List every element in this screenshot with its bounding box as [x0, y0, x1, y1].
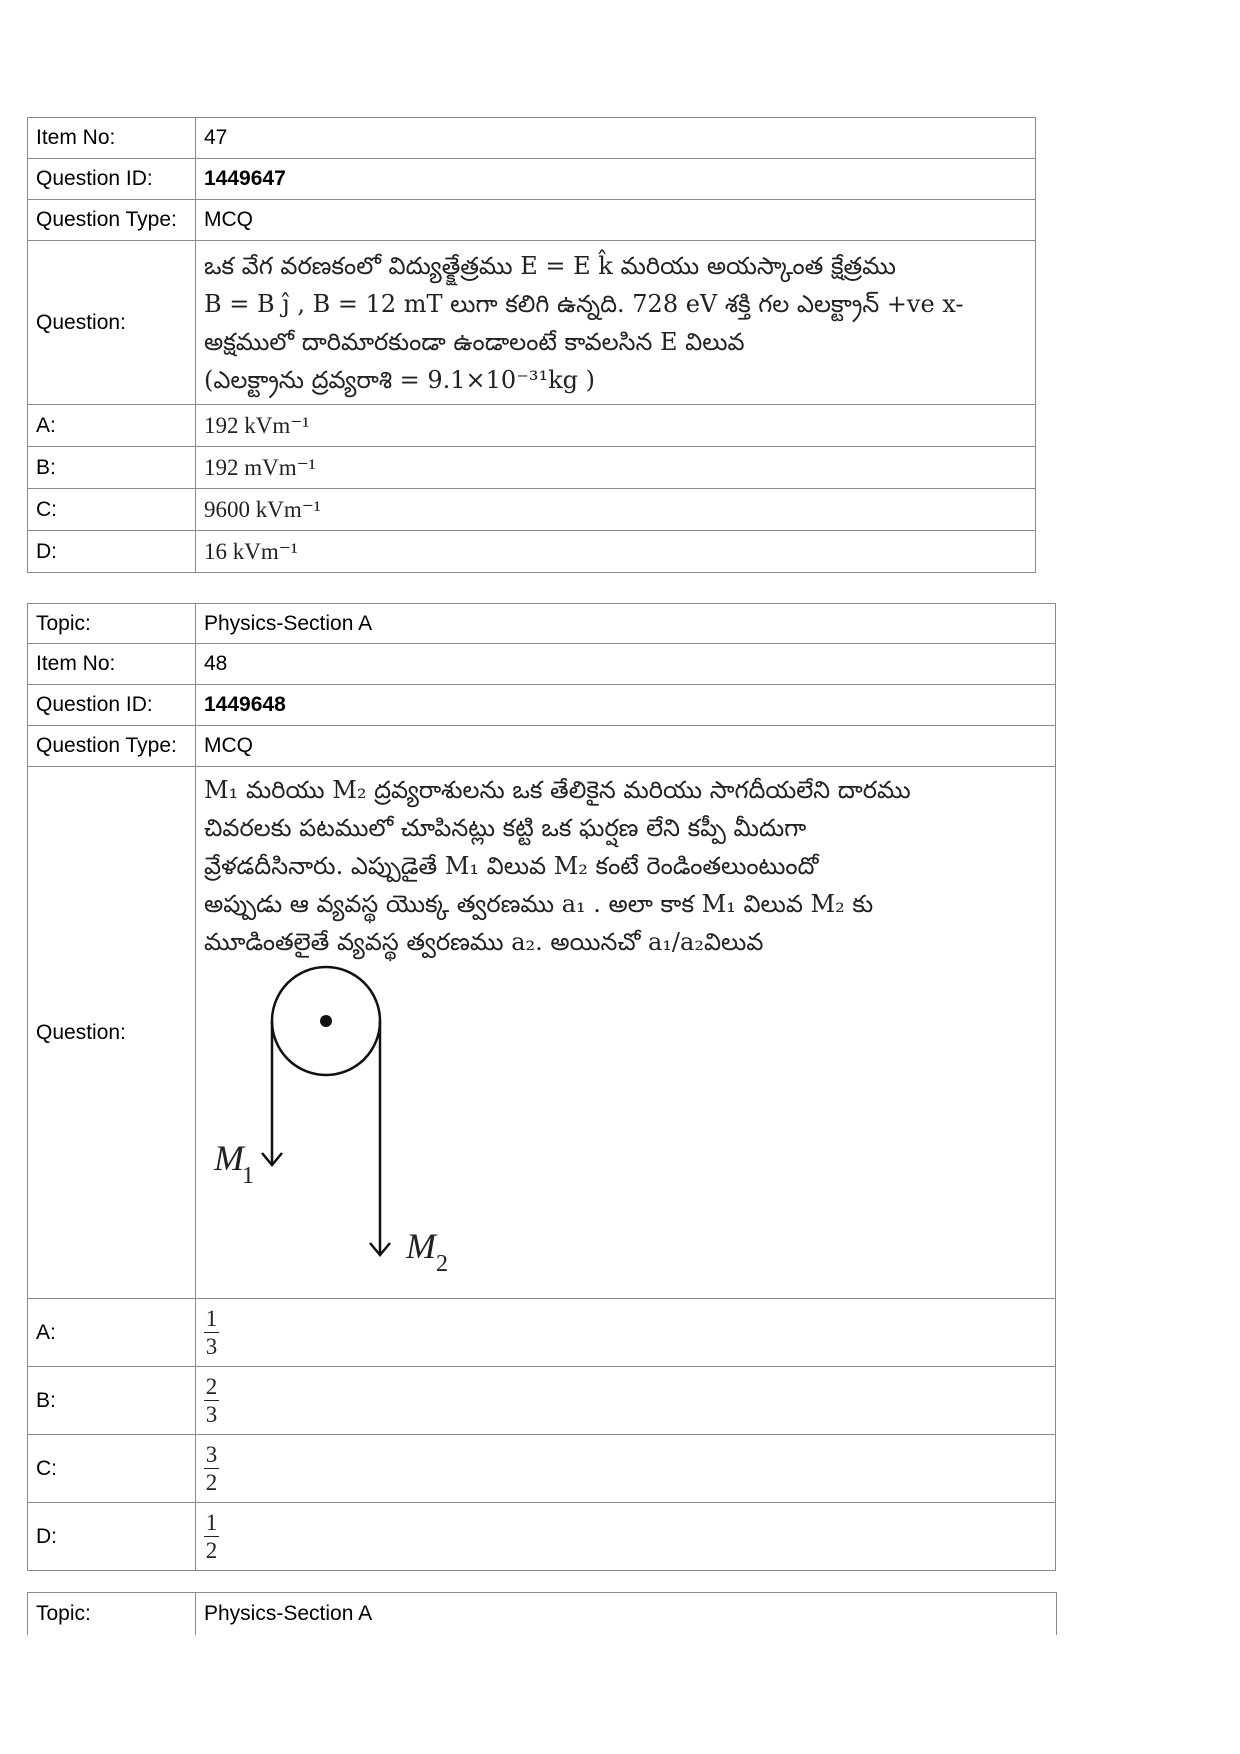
question-line: M₁ మరియు M₂ ద్రవ్యరాశులను ఒక తేలికైన మరియు సాగదీయలేని దారము: [204, 776, 911, 804]
numerator: 2: [205, 1374, 218, 1399]
question-49-table: [27, 1592, 1057, 1635]
fraction-bar: [204, 1468, 219, 1469]
denominator: 2: [205, 1538, 218, 1563]
option-d-label: D:: [28, 1503, 196, 1571]
question-type-label: Question Type:: [28, 200, 196, 241]
option-d-value: 16 kVm⁻¹: [196, 531, 1036, 573]
question-line: చివరలకు పటములో చూపినట్లు కట్టి ఒక ఘర్షణ లేని కప్పీ మీదుగా: [204, 814, 807, 842]
fraction: [204, 1374, 219, 1427]
option-a-value: [196, 1299, 1056, 1367]
question-id-value: 1449647: [196, 159, 1036, 200]
question-line: అప్పుడు ఆ వ్యవస్థ యొక్క త్వరణము a₁ . అలా కాక M₁ విలువ M₂ కు: [204, 890, 874, 918]
topic-value: Physics-Section A: [196, 1593, 1057, 1635]
fraction: [204, 1442, 219, 1495]
question-line: B = B ĵ , B = 12 mT లుగా కలిగి ఉన్నది. 728 eV శక్తి గల ఎలక్ట్రాన్ +ve x-: [204, 289, 964, 318]
question-type-value: MCQ: [196, 200, 1036, 241]
fraction-bar: [204, 1400, 219, 1401]
option-b-label: B:: [28, 447, 196, 489]
question-id-label: Question ID:: [28, 159, 196, 200]
option-d-label: D:: [28, 531, 196, 573]
denominator: 3: [205, 1334, 218, 1359]
fraction: [204, 1306, 219, 1359]
fraction-bar: [204, 1536, 219, 1537]
option-a-value: 192 kVm⁻¹: [196, 405, 1036, 447]
question-label: Question:: [28, 767, 196, 1299]
question-id-value: 1449648: [196, 685, 1056, 726]
denominator: 2: [205, 1470, 218, 1495]
mass-2-subscript: 2: [436, 1251, 448, 1277]
numerator: 3: [205, 1442, 218, 1467]
denominator: 3: [205, 1402, 218, 1427]
option-b-value: 192 mVm⁻¹: [196, 447, 1036, 489]
pulley-axle: [320, 1015, 332, 1027]
question-47-table: [27, 117, 1036, 573]
item-no-label: Item No:: [28, 118, 196, 159]
item-no-label: Item No:: [28, 644, 196, 685]
question-label: Question:: [28, 241, 196, 405]
option-c-value: [196, 1435, 1056, 1503]
question-line: వ్రేళడదీసినారు. ఎప్పుడైతే M₁ విలువ M₂ కంటే రెండింతలుంటుందో: [204, 852, 819, 880]
mass-1-subscript: 1: [242, 1163, 254, 1189]
option-c-label: C:: [28, 489, 196, 531]
question-type-value: MCQ: [196, 726, 1056, 767]
numerator: 1: [205, 1306, 218, 1331]
mass-2-label: M: [406, 1226, 436, 1266]
item-no-value: 47: [196, 118, 1036, 159]
mass-1-label: M: [214, 1138, 244, 1178]
option-a-label: A:: [28, 405, 196, 447]
question-48-table: [27, 603, 1056, 1571]
option-b-value: [196, 1367, 1056, 1435]
pulley-diagram: [204, 963, 484, 1288]
numerator: 1: [205, 1510, 218, 1535]
topic-value: Physics-Section A: [196, 604, 1056, 644]
topic-label: Topic:: [28, 604, 196, 644]
question-line: (ఎలక్ట్రాను ద్రవ్యరాశి = 9.1×10⁻³¹kg ): [204, 365, 596, 394]
option-c-value: 9600 kVm⁻¹: [196, 489, 1036, 531]
question-line: ఒక వేగ వరణకంలో విద్యుత్క్షేత్రము E = E k̂ మరియు అయస్కాంత క్షేత్రము: [204, 251, 896, 280]
question-text: [196, 767, 1056, 1299]
item-no-value: 48: [196, 644, 1056, 685]
option-c-label: C:: [28, 1435, 196, 1503]
question-type-label: Question Type:: [28, 726, 196, 767]
question-line: అక్షములో దారిమారకుండా ఉండాలంటే కావలసిన E విలువ: [204, 327, 745, 356]
option-b-label: B:: [28, 1367, 196, 1435]
option-a-label: A:: [28, 1299, 196, 1367]
fraction-bar: [204, 1332, 219, 1333]
option-d-value: [196, 1503, 1056, 1571]
fraction: [204, 1510, 219, 1563]
question-text: [196, 241, 1036, 405]
topic-label: Topic:: [28, 1593, 196, 1635]
question-line: మూడింతలైతే వ్యవస్థ త్వరణము a₂. అయినచో a₁/a₂విలువ: [204, 928, 764, 956]
question-id-label: Question ID:: [28, 685, 196, 726]
